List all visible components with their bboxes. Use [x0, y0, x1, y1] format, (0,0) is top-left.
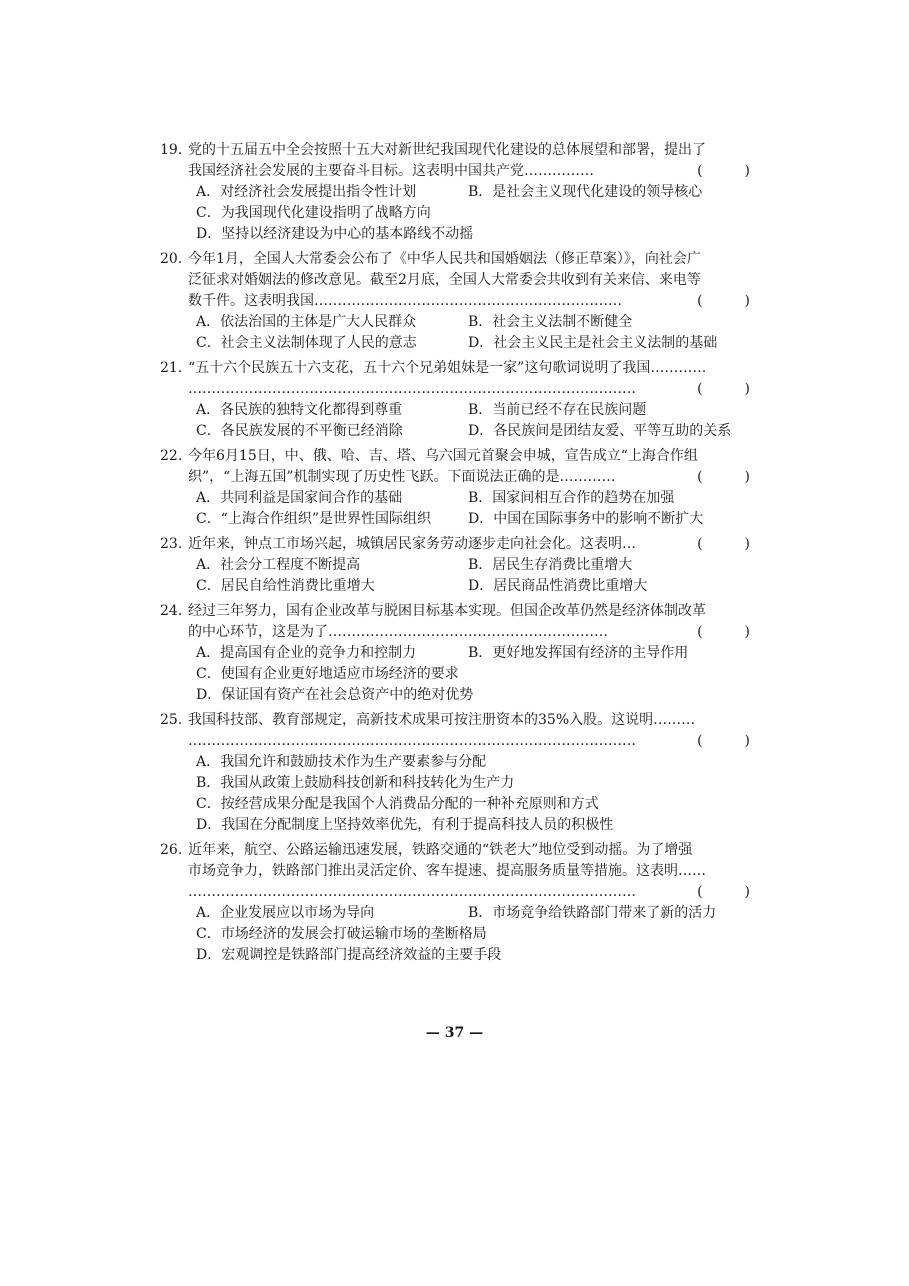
question-20 [160, 249, 750, 354]
option-row [160, 773, 750, 794]
option-row [160, 182, 750, 203]
answer-blank: ( ) [697, 536, 750, 552]
question-number: 26. [160, 842, 183, 858]
option-row [160, 555, 750, 576]
option-c: C．市场经济的发展会打破运输市场的垄断格局 [196, 926, 487, 942]
question-text: 织”，“上海五国”机制实现了历史性飞跃。下面说法正确的是………… [188, 469, 616, 485]
option-row [160, 421, 750, 442]
question-stem-line [160, 534, 750, 555]
option-row [160, 224, 750, 245]
question-text: 近年来，航空、公路运输迅速发展，铁路交通的“铁老大”地位受到动摇。为了增强 [188, 842, 693, 858]
answer-blank: ( ) [697, 293, 750, 309]
question-stem-line [160, 467, 750, 488]
option-c: C．“上海合作组织”是世界性国际组织 [196, 511, 432, 527]
option-row [160, 903, 750, 924]
question-text: 今年6月15日，中、俄、哈、吉、塔、乌六国元首聚会申城，宣告成立“上海合作组 [188, 448, 698, 464]
question-list [160, 140, 750, 970]
option-c: C．为我国现代化建设指明了战略方向 [196, 205, 431, 221]
option-b: B．当前已经不存在民族问题 [468, 402, 647, 418]
option-c: C．按经营成果分配是我国个人消费品分配的一种补充原则和方式 [196, 796, 599, 812]
question-text: 市场竞争力，铁路部门推出灵活定价、客车提速、提高服务质量等措施。这表明…… [188, 863, 706, 879]
question-number: 25. [160, 712, 183, 728]
question-26 [160, 840, 750, 966]
option-row [160, 685, 750, 706]
option-row [160, 945, 750, 966]
option-row [160, 509, 750, 530]
question-21 [160, 358, 750, 442]
option-b: B．我国从政策上鼓励科技创新和科技转化为生产力 [196, 775, 515, 791]
answer-blank: ( ) [697, 469, 750, 485]
question-text: …………………………………………………………………………………… [188, 733, 636, 749]
answer-blank: ( ) [697, 381, 750, 397]
option-b: B．社会主义法制不断健全 [468, 314, 633, 330]
option-row [160, 312, 750, 333]
question-number: 20. [160, 251, 183, 267]
question-text: 数千件。这表明我国………………………………………………………… [188, 293, 622, 309]
question-text: 我国科技部、教育部规定，高新技术成果可按注册资本的35%入股。这说明……… [188, 712, 696, 728]
option-row [160, 400, 750, 421]
question-stem-line [160, 446, 750, 467]
option-d: D．坚持以经济建设为中心的基本路线不动摇 [196, 226, 474, 242]
question-stem-line [160, 291, 750, 312]
option-c: C．居民自给性消费比重增大 [196, 578, 375, 594]
option-b: B．更好地发挥国有经济的主导作用 [468, 645, 689, 661]
question-number: 21. [160, 360, 183, 376]
option-b: B．市场竞争给铁路部门带来了新的活力 [468, 905, 717, 921]
question-24 [160, 601, 750, 706]
answer-blank: ( ) [697, 884, 750, 900]
question-stem-line [160, 710, 750, 731]
option-c: C．社会主义法制体现了人民的意志 [196, 335, 417, 351]
question-text: 经过三年努力，国有企业改革与脱困目标基本实现。但国企改革仍然是经济体制改革 [188, 603, 706, 619]
option-a: A．提高国有企业的竞争力和控制力 [196, 645, 417, 661]
option-row [160, 333, 750, 354]
option-row [160, 752, 750, 773]
option-c: C．各民族发展的不平衡已经消除 [196, 423, 403, 439]
option-row [160, 576, 750, 597]
option-row [160, 488, 750, 509]
answer-blank: ( ) [697, 624, 750, 640]
answer-blank: ( ) [697, 163, 750, 179]
option-row [160, 203, 750, 224]
question-stem-line [160, 840, 750, 861]
option-a: A．依法治国的主体是广大人民群众 [196, 314, 417, 330]
option-d: D．中国在国际事务中的影响不断扩大 [468, 511, 704, 527]
question-stem-line [160, 140, 750, 161]
question-stem-line [160, 622, 750, 643]
question-text: 的中心环节，这是为了…………………………………………………… [188, 624, 608, 640]
question-25 [160, 710, 750, 836]
option-a: A．企业发展应以市场为导向 [196, 905, 375, 921]
option-a: A．对经济社会发展提出指令性计划 [196, 184, 417, 200]
option-row [160, 924, 750, 945]
option-d: D．我国在分配制度上坚持效率优先，有利于提高科技人员的积极性 [196, 817, 614, 833]
question-stem-line [160, 161, 750, 182]
question-22 [160, 446, 750, 530]
question-text: 泛征求对婚姻法的修改意见。截至2月底，全国人大常委会共收到有关来信、来电等 [188, 272, 701, 288]
question-number: 19. [160, 142, 183, 158]
option-d: D．宏观调控是铁路部门提高经济效益的主要手段 [196, 947, 502, 963]
option-row [160, 815, 750, 836]
option-b: B．居民生存消费比重增大 [468, 557, 633, 573]
page-number: — 37 — [425, 1025, 484, 1041]
question-stem-line [160, 601, 750, 622]
question-text: …………………………………………………………………………………… [188, 381, 636, 397]
question-stem-line [160, 731, 750, 752]
question-23 [160, 534, 750, 597]
option-row [160, 794, 750, 815]
question-stem-line [160, 358, 750, 379]
option-d: D．居民商品性消费比重增大 [468, 578, 648, 594]
option-d: D．社会主义民主是社会主义法制的基础 [468, 335, 718, 351]
question-text: 党的十五届五中全会按照十五大对新世纪我国现代化建设的总体展望和部署，提出了 [188, 142, 706, 158]
question-number: 24. [160, 603, 183, 619]
option-c: C．使国有企业更好地适应市场经济的要求 [196, 666, 459, 682]
question-text: …………………………………………………………………………………… [188, 884, 636, 900]
question-text: 近年来，钟点工市场兴起，城镇居民家务劳动逐步走向社会化。这表明… [188, 536, 636, 552]
question-stem-line [160, 379, 750, 400]
question-text: “五十六个民族五十六支花，五十六个兄弟姐妹是一家”这句歌词说明了我国………… [188, 360, 707, 376]
option-a: A．共同利益是国家间合作的基础 [196, 490, 403, 506]
question-stem-line [160, 882, 750, 903]
option-b: B．国家间相互合作的趋势在加强 [468, 490, 675, 506]
option-b: B．是社会主义现代化建设的领导核心 [468, 184, 703, 200]
question-number: 22. [160, 448, 183, 464]
question-stem-line [160, 270, 750, 291]
question-text: 我国经济社会发展的主要奋斗目标。这表明中国共产党…………… [188, 163, 594, 179]
question-text: 今年1月，全国人大常委会公布了《中华人民共和国婚姻法（修正草案）》，向社会广 [188, 251, 701, 267]
option-a: A．社会分工程度不断提高 [196, 557, 361, 573]
question-number: 23. [160, 536, 183, 552]
option-d: D．各民族间是团结友爱、平等互助的关系 [468, 423, 732, 439]
question-stem-line [160, 861, 750, 882]
option-a: A．我国允许和鼓励技术作为生产要素参与分配 [196, 754, 487, 770]
option-d: D．保证国有资产在社会总资产中的绝对优势 [196, 687, 474, 703]
question-stem-line [160, 249, 750, 270]
option-a: A．各民族的独特文化都得到尊重 [196, 402, 403, 418]
option-row [160, 643, 750, 664]
option-row [160, 664, 750, 685]
question-19 [160, 140, 750, 245]
answer-blank: ( ) [697, 733, 750, 749]
